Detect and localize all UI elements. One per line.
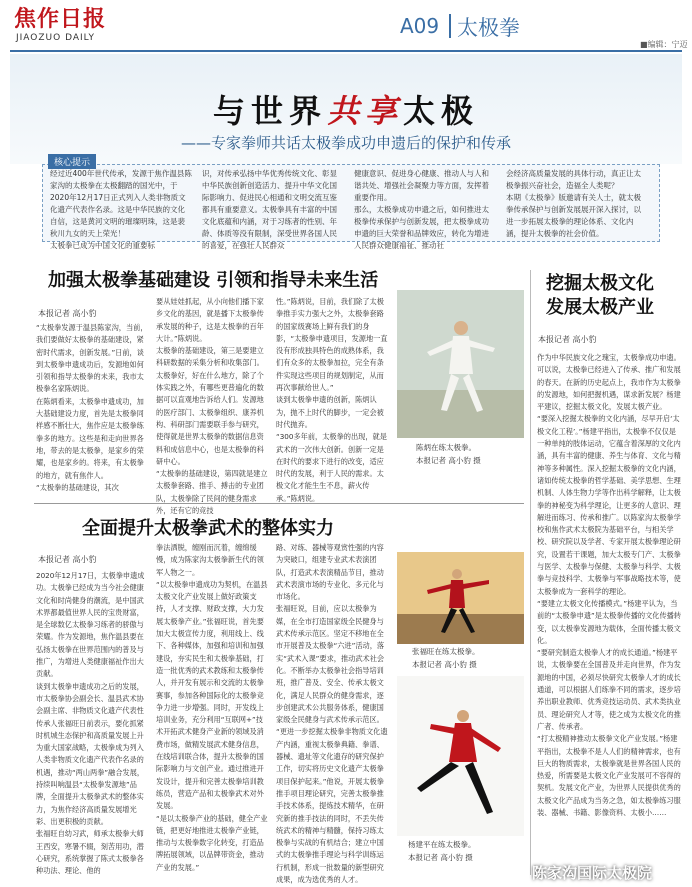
newspaper-logo: 焦作日报 xyxy=(14,6,107,32)
newspaper-logo-en: JIAOZUO DAILY xyxy=(16,33,95,43)
headline-right: 太极 xyxy=(403,92,480,130)
core-tip-column: 识，对传承弘扬中华优秀传统文化、彰显中华民族创新创造活力、提升中华文化国际影响力、促进民心相通和文明交流互鉴都具有重要意义。太极拳具有丰富的中国文化底蕴和内涵，对于习练者的性别、年龄、体质等没有限制，深受世界各国人民的喜爱，在强壮人民群众 xyxy=(202,169,337,250)
page-number: A09 xyxy=(400,14,440,38)
header-separator xyxy=(449,14,451,38)
article3-title: 挖掘太极文化 发展太极产业 xyxy=(546,273,654,318)
masthead xyxy=(0,0,692,60)
article1-column: “太极拳发源于温县陈家沟，当前，我们要做好太极拳的基础建设，紧密时代需求，创新发展。”日前，谈到太极拳申遗成功后，发源地如何引领和指导太极拳的未来，我市太极拳名家陈炳说。 在陈炳看来，太极拳申遗成功，加大基础建设力度，首先是太极拳同样感不断壮大，焦作应是太极拳练拳多的地方。这些是和走向世界各地，带去的是太极拳，是家乡的荣耀，也是家乡的。将来，有太极拳的地方，就有焦作人。 “太极拳的基础建设，其次 xyxy=(36,323,148,492)
article2-title: 全面提升太极拳武术的整体实力 xyxy=(82,518,334,539)
photo-caption: 张福旺在练太极拳。 本报记者 高小豹 摄 xyxy=(412,647,480,669)
martial-artist-illustration xyxy=(397,552,524,644)
core-tip-column: 经过近400年世代传承，发源于焦作温县陈家沟的太极拳在太极翻踏的国光中，于2020年12月17日正式列入人类非物质文化遗产代表作名录。这是中华民族的文化自信，这是黄河文明的璀璨明珠，这是裴秋川九女的天上荣光！ 太极拳已成为中国文化的重要标 xyxy=(50,169,192,250)
watermark: 陈家沟国际太极院 xyxy=(532,864,653,882)
martial-artist-illustration xyxy=(397,290,524,438)
headline-left: 与世界 xyxy=(212,92,327,130)
core-tip-column: 会经济高质量发展的具体行动，真正让太极拳振兴奋社会，造福全人类呢？ 本期《太极拳》版邀请有关人士，就太极拳传承保护与创新发展展开深入探讨，以进一步拓展太极拳的理论体系、文化内涵，提升太极拳的社会价值。 xyxy=(506,169,641,238)
article1-byline: 本报记者 高小豹 xyxy=(38,309,97,318)
article1-column: 性。”陈炳说，目前，我们除了太极拳推手实力强大之外，太极拳套路的国家级赛场上鲜有我们的身影，“太极拳申遗项目，发源地一直没有形成独具特色的成熟体系，我们有众多的太极拳加拉，完全有条件实现这些项目的规划制定，从而再次事献给世人。” 谈到太极拳申遗的创新，陈炳认为，抛不上时代的脚步，一定会被时代抛弃。 “300多年前，太极拳的出现，就是武术的一次伟大创新。创新一定是在时代的要求下进行的改变，适应时代的发展，利于人民的需求。太极文化才能生生不息，薪火传承。”陈炳说。 xyxy=(276,297,388,503)
article1-column: 要从娃娃抓起，从小向他们播下家乡文化的基因，就是播下太极拳传承发展的种子，这是太极拳的百年大计。”陈炳说。 太极拳的基础建设，第三是要建立科研数据的采集分析和收集部门。太极拳好，好在什么地方，除了个体实践之外，有哪些更普遍化的数据可以直观地告诉给人们。发源地的医疗部门、太极拳组织、康养机构、科研部门需要联手参与研究，使得就是世界太极拳的数据信息资料和成信息中心，也是太极拳的科研中心。 “太极拳的基础建设，第四就是建立太极拳套路、推手、搏击的专业团队，太极拳除了民间的健身需求外，还有它的竞技 xyxy=(156,297,268,516)
photo-zhang-fuwang xyxy=(397,552,524,644)
core-tip-column: 健康意识、促进身心健康、推动人与人和谐共处、增强社会凝聚力等方面，发挥着重要作用。 那么，太极拳成功申遗之后，如何推进太极拳传承保护与创新发展，把太极拳成功申遗的巨大荣誉和品牌效应，转化为增进人民群众健康福祉、推动社 xyxy=(354,169,489,250)
page-headline xyxy=(0,86,692,132)
photo-yang-jianping xyxy=(397,676,524,836)
editor-credit: ■编辑：宁迈 xyxy=(640,40,688,49)
photo-chen-bing xyxy=(397,290,524,438)
page-subheadline: ——专家拳师共话太极拳成功申遗后的保护和传承 xyxy=(180,134,511,152)
article3-column: 作为中华民族文化之瑰宝，太极拳成功申遗。可以说，太极拳已经进入了传承、推广和发展的春天。在新的历史起点上，我市作为太极拳的发源地，如何把握机遇，谋求新发展？杨建平建议，挖掘太极文化，发展太极产业。 “要深入挖掘太极拳的文化内涵，尽早开启‘太极文化工程’。”杨建平指出，太极拳不仅仅是一种单纯的肢体运动，它蕴含着深厚的文化内涵，具有丰富的健康、养生与体育、文化与精神等多种属性。深入挖掘太极拳的文化内涵，诸如传统太极拳的哲学基础、美学思想、生理机制、人体生物力学等作出科学解释，让太极拳的神秘变为科学理论，让更多的人意识、理解进而练习、传承和推广。以陈家沟太极拳学校和焦作武术太极院为基础平台，与相关学校、研究院以及学者、专家开展太极拳理论研究，设置若干课题，加大太极专门产、太极拳与医学、太极拳与保健、太极拳与科学、太极拳与竞技科学、太极拳与军事战略技术等，使太极拳成为一套科学的理论。 “要建立太极文化传播模式。”杨建平认为，当前的“太极拳申遗”是太极拳传播的文化传播转变，以太极拳发源地为载体，全面传播太极文化。 “要研究制造太极拳人才的成长通道。”杨建平说，太极拳要在全国普及并走向世界，作为发源地的中国，必须尽快研究太极拳人才的成长通道，可以根据人们练拳不同的需求，逐步培养出职业教师、优秀竞技运动员、武术类执业员、理论研究人才等，使之成为太极文化的推广者、传承者。 “打太极精神推动太极拳文化产业发展。”杨建平指出，太极拳不是人人们的精神需求，也有巨大的物质需求，太极拳就是世界各国人民的热爱，所需要是太极文化产业发展可不容得的契机。发展文化产业，为世界人民提供优秀的太极文化产品成为当务之急，如太极拳练习服装、器械、书籍、影像资料、太极小…… xyxy=(537,353,682,817)
article3-byline: 本报记者 高小豹 xyxy=(538,335,597,344)
article1-title: 加强太极拳基础建设 引领和指导未来生活 xyxy=(48,270,379,291)
martial-artist-illustration xyxy=(397,676,524,836)
column-divider xyxy=(530,270,531,875)
photo-caption: 陈炳在练太极拳。 本报记者 高小豹 摄 xyxy=(416,443,481,465)
article2-byline: 本报记者 高小豹 xyxy=(38,555,97,564)
article2-column: 路、对练、器械等观赏性强的内容为突破口，组建专业武术表演团队，打造武术表演精品节目，推动武术表演市场的专业化、多元化与市场化。 张福旺说，目前，应以太极拳为媒，在全市打造国家级全民健身与武术传承示范区。坚定不移地在全市开展普及太极拳“六进”活动，落实“武术入课”要求，推动武术社会化。不断举办太极拳社会指导培训班，推广普及、安全、传承太极文化，满足人民群众的健身需求，逐步创建武术公共服务体系，健康国家级全民健身与武术传承示范区。 “更进一步挖掘太极拳非物质文化遗产内涵，重视太极拳典籍、拳谱、器械、遗址等文化遗存的研究保护工作，切实将历史文化遗产太极拳项目保护起来。”他说，开展太极拳推手项目理论研究，完善太极拳推手技术体系，提炼技术精华，在研究新的推手技法的同时，不丢失传统武术的精神与精髓，保持习练太极拳与实战的有机结合；建立中国式的太极拳推手理论与科学训练运行机制，形成一批数量的新型研究成果，成为选优秀的人才。 xyxy=(276,543,388,885)
core-tip-label: 核心提示 xyxy=(48,154,96,169)
headline-accent: 共享 xyxy=(326,92,403,130)
article-divider xyxy=(34,503,524,504)
article2-column: 2020年12月17日，太极拳申遗成功。太极拳已经成为当今社会健康文化和时尚健身的潮流，是中国武术界都最值世界人民的宝贵财富，是全球数亿太极拳习练者的骄傲与荣耀。作为发源地，焦作温县要在弘扬太极拳在世界范围内的普及与推广，为增进人类健康福祉作出大贡献。 谈到太极拳申遗成功之后的发展，市太极拳协会副会长、温县武术协会副主席、非物质文化遗产代表性传承人张福旺日前表示，要化抓紧时机城生态保护和高质量发展上升为重大国家战略，太极拳成为列入人类非物质文化遗产代表作名录的机遇，推动“两山两拳”融合发展，持续叫响温县“太极拳发源地”品牌，全面提升太极拳武术的整体实力，为焦作经济高质量发展增光彩、出更积极的贡献。 张福旺自幼习武，师承太极拳大师王西安，寒暑不辍，刻苦用功，潜心研究，系统掌握了陈式太极拳各种功法、理论、他的 xyxy=(36,571,145,876)
masthead-rule xyxy=(10,50,682,52)
article2-column: 拳法洒脱，缠刚而沉着，缠绵缓慢，成为陈家沟太极拳新生代的领军人物之一。 “以太极拳申遗成功为契机，在温县太极文化产业发展上做好政策支持，人才支撑、财政支撑，大力发展太极拳产业。”张福旺说，首先要加大太极宣传力度，利用线上、线下、各种媒体，加强和培训和加强建设，夯实民生和太极拳基础，打造一批优秀的武术教练和太极拳传人，并开发有展示和交流的太极拳赛事，参加各种国际化的太极拳竞争力进一步增强。同时，开发线上培训业务，充分利用“互联网+”技术开拓武术健身产业新的领域及消费市场，做精发展武术健身信息，在线培训联合体，提升太极拳的国际影响力与文创产业。通过推进开发设计，提升和完善太极拳培训教练员，营造产品和太极拳武术对外发展。 “是以太极拳产业的基础，健全产业链，把更好地推进太极拳产业链，推动与太极拳数字化转变，打造品牌拓展领域，以品牌带资金，推动产业的发展。” xyxy=(156,543,268,872)
photo-caption: 杨建平在练太极拳。 本报记者 高小豹 摄 xyxy=(408,840,476,862)
section-name: 太极拳 xyxy=(457,16,520,40)
